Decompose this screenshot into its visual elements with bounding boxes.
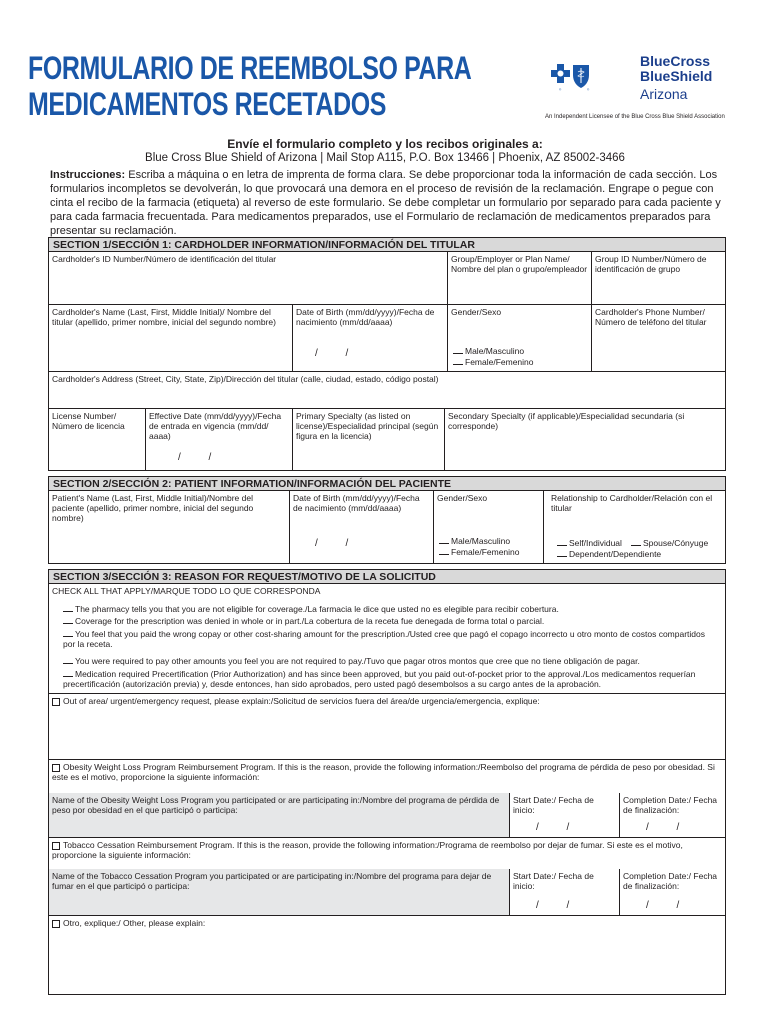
group-id-field[interactable] xyxy=(591,252,725,304)
out-of-area-label: Out of area/ urgent/emergency request, please explain:/Solicitud de servicios fuera del área/de urgencia/emergencia, explique: xyxy=(63,696,540,706)
tobacco-label: Tobacco Cessation Reimbursement Program. If this is the reason, provide the following information:/Programa de reembolso por dejar de fumar. Si este es el motivo, proporcione la siguiente información: xyxy=(52,840,683,860)
spouse-checkbox[interactable] xyxy=(631,545,641,546)
effective-slashes: / / xyxy=(178,452,212,463)
male-checkbox[interactable] xyxy=(453,353,463,354)
female-checkbox[interactable] xyxy=(453,364,463,365)
group-name-label: Group/Employer or Plan Name/ Nombre del plan o grupo/empleador xyxy=(451,254,588,274)
reason-3-label: You feel that you paid the wrong copay or other cost-sharing amount for the prescription./Usted cree que pagó el copago incorrecto u otro monto de costos compartidos por la receta. xyxy=(63,629,705,649)
tobacco-start-slashes: / / xyxy=(536,900,570,911)
group-id-label: Group ID Number/Número de identificación de grupo xyxy=(595,254,707,274)
obesity-start-slashes: / / xyxy=(536,822,570,833)
logo-line1: BlueCross xyxy=(640,53,711,69)
section-1-heading: SECTION 1/SECCIÓN 1: CARDHOLDER INFORMATION/INFORMACIÓN DEL TITULAR xyxy=(49,238,725,252)
obesity-start-label: Start Date:/ Fecha de inicio: xyxy=(513,795,594,815)
cardholder-address-label: Cardholder's Address (Street, City, State, Zip)/Dirección del titular (calle, ciudad, estado, código postal) xyxy=(52,374,439,384)
relationship-dependent-option[interactable] xyxy=(557,549,661,559)
licensee-text: An Independent Licensee of the Blue Cross Blue Shield Association xyxy=(545,114,725,120)
patient-female-checkbox[interactable] xyxy=(439,554,449,555)
obesity-start-date-field[interactable] xyxy=(509,793,619,837)
obesity-checkbox[interactable] xyxy=(52,764,60,772)
patient-gender-label: Gender/Sexo xyxy=(437,493,488,503)
reason-other-amounts[interactable] xyxy=(63,656,713,666)
secondary-specialty-label: Secondary Specialty (if applicable)/Especialidad secundaria (si corresponde) xyxy=(448,411,685,431)
section-2-heading: SECTION 2/SECCIÓN 2: PATIENT INFORMATION/INFORMACIÓN DEL PACIENTE xyxy=(49,477,725,491)
obesity-name-field[interactable] xyxy=(49,793,509,837)
relationship-label: Relationship to Cardholder/Relación con el titular xyxy=(551,493,713,513)
spouse-label: Spouse/Cónyuge xyxy=(643,538,709,548)
reason-5-checkbox[interactable] xyxy=(63,676,73,677)
cardholder-address-field[interactable] xyxy=(49,371,725,408)
reason-wrong-copay[interactable] xyxy=(63,629,713,649)
section-3-heading: SECTION 3/SECCIÓN 3: REASON FOR REQUEST/MOTIVO DE LA SOLICITUD xyxy=(49,570,725,584)
dependent-label: Dependent/Dependiente xyxy=(569,549,662,559)
cardholder-dob-label: Date of Birth (mm/dd/yyyy)/Fecha de nacimiento (mm/dd/aaaa) xyxy=(296,307,435,327)
cardholder-id-label: Cardholder's ID Number/Número de identificación del titular xyxy=(52,254,277,264)
obesity-name-label: Name of the Obesity Weight Loss Program you participated or are participating in:/Nombre del programa de pérdida de peso por obesidad en el que participó o participa: xyxy=(52,795,500,815)
tobacco-completion-date-field[interactable] xyxy=(619,869,725,915)
reason-4-label: You were required to pay other amounts you feel you are not required to pay./Tuvo que pagar otros montos que cree que no tiene obligación de pagar. xyxy=(75,656,640,666)
section-2 xyxy=(48,476,726,564)
reason-1-checkbox[interactable] xyxy=(63,611,73,612)
patient-dob-slashes: / / xyxy=(315,538,349,549)
patient-dob-field[interactable] xyxy=(289,491,433,563)
tobacco-completion-slashes: / / xyxy=(646,900,680,911)
obesity-completion-slashes: / / xyxy=(646,822,680,833)
male-label: Male/Masculino xyxy=(465,346,525,356)
tobacco-start-date-field[interactable] xyxy=(509,869,619,915)
other-checkbox[interactable] xyxy=(52,920,60,928)
out-of-area-field[interactable] xyxy=(49,693,725,759)
tobacco-program-field xyxy=(49,837,725,869)
dob-slashes: / / xyxy=(315,348,349,359)
relationship-self-option[interactable] xyxy=(557,538,622,548)
self-checkbox[interactable] xyxy=(557,545,567,546)
other-explain-field[interactable] xyxy=(49,915,725,994)
cardholder-phone-label: Cardholder's Phone Number/ Número de teléfono del titular xyxy=(595,307,707,327)
reason-not-eligible[interactable] xyxy=(63,604,713,614)
cardholder-dob-field[interactable] xyxy=(292,304,447,371)
obesity-label: Obesity Weight Loss Program Reimbursement Program. If this is the reason, provide the following information:/Reembolso del programa de pérdida de peso por obesidad. Si este es el motivo, proporcione la siguiente información: xyxy=(52,762,715,782)
cardholder-male-option[interactable] xyxy=(453,346,524,356)
license-number-field[interactable] xyxy=(49,408,145,470)
patient-name-label: Patient's Name (Last, First, Middle Initial)/Nombre del paciente (apellido, primer nombre, inicial del segundo nombre) xyxy=(52,493,254,523)
patient-male-option[interactable] xyxy=(439,536,510,546)
tobacco-checkbox[interactable] xyxy=(52,842,60,850)
female-label: Female/Femenino xyxy=(465,357,534,367)
obesity-completion-label: Completion Date:/ Fecha de finalización: xyxy=(623,795,718,815)
logo-wordmark xyxy=(640,54,712,84)
tobacco-start-label: Start Date:/ Fecha de inicio: xyxy=(513,871,594,891)
obesity-completion-date-field[interactable] xyxy=(619,793,725,837)
logo-line2: BlueShield xyxy=(640,68,713,84)
instructions-text: Escriba a máquina o en letra de imprenta de forma clara. Se debe proporcionar toda la información de cada sección. Los formularios incompletos se devolverán, lo que provocará una demora en el proceso de revisión de la reclamación. Engrape o pegue con cinta el recibo de la farmacia (etiqueta) al reverso de este formulario. Se debe completar un formulario por separado para cada paciente y para cada farmacia frecuentada. Para medicamentos preparados, use el Formulario de reclamación de medicamentos preparados para presentar su reclamación. xyxy=(50,169,721,237)
check-all-label: CHECK ALL THAT APPLY/MARQUE TODO LO QUE CORRESPONDA xyxy=(52,586,321,596)
cardholder-phone-field[interactable] xyxy=(591,304,725,371)
out-of-area-checkbox[interactable] xyxy=(52,698,60,706)
patient-male-label: Male/Masculino xyxy=(451,536,511,546)
reason-3-checkbox[interactable] xyxy=(63,636,73,637)
reason-4-checkbox[interactable] xyxy=(63,663,73,664)
form-title xyxy=(28,50,472,122)
mailing-address: Blue Cross Blue Shield of Arizona | Mail Stop A115, P.O. Box 13466 | Phoenix, AZ 85002-3466 xyxy=(145,152,625,164)
section-1 xyxy=(48,237,726,471)
form-title-line2: MEDICAMENTOS RECETADOS xyxy=(28,86,386,122)
section-3 xyxy=(48,569,726,995)
primary-specialty-field[interactable] xyxy=(292,408,444,470)
secondary-specialty-field[interactable] xyxy=(444,408,725,470)
license-number-label: License Number/ Número de licencia xyxy=(52,411,125,431)
patient-male-checkbox[interactable] xyxy=(439,543,449,544)
patient-name-field[interactable] xyxy=(49,491,289,563)
tobacco-completion-label: Completion Date:/ Fecha de finalización: xyxy=(623,871,718,891)
tobacco-name-label: Name of the Tobacco Cessation Program you participated or are participating in:/Nombre del programa para dejar de fumar en el que participó o participa: xyxy=(52,871,492,891)
effective-date-field[interactable] xyxy=(145,408,292,470)
dependent-checkbox[interactable] xyxy=(557,556,567,557)
other-label: Otro, explique:/ Other, please explain: xyxy=(63,918,206,928)
bcbs-logo-icon xyxy=(545,53,635,103)
reason-precertification[interactable] xyxy=(63,669,713,689)
primary-specialty-label: Primary Specialty (as listed on license)/Especialidad principal (según figura en la licencia) xyxy=(296,411,439,441)
patient-female-option[interactable] xyxy=(439,547,520,557)
cardholder-gender-label: Gender/Sexo xyxy=(451,307,502,317)
effective-date-label: Effective Date (mm/dd/yyyy)/Fecha de entrada en vigencia (mm/dd/ aaaa) xyxy=(149,411,282,441)
obesity-program-field xyxy=(49,759,725,793)
cardholder-name-label: Cardholder's Name (Last, First, Middle Initial)/ Nombre del titular (apellido, primer nombre, inicial del segundo nombre) xyxy=(52,307,276,327)
send-heading: Envíe el formulario completo y los recibos originales a: xyxy=(227,137,543,151)
reason-5-label: Medication required Precertification (Prior Authorization) and has since been approved, but you paid out-of-pocket prior to the approval./Los medicamentos requerían precertificación (autorización previa) y, desde entonces, han sido aprobados, pero usted pagó desembolsos a su cargo antes de la aprobación. xyxy=(63,669,696,689)
self-label: Self/Individual xyxy=(569,538,622,548)
logo-line3: Arizona xyxy=(640,86,688,102)
reason-2-label: Coverage for the prescription was denied in whole or in part./La cobertura de la receta fue denegada de forma total o parcial. xyxy=(75,616,545,626)
group-name-field[interactable] xyxy=(447,252,591,304)
form-title-line1: FORMULARIO DE REEMBOLSO PARA xyxy=(28,50,472,86)
cardholder-name-field[interactable] xyxy=(49,304,292,371)
svg-text:®: ® xyxy=(559,87,562,92)
instructions-label: Instrucciones: xyxy=(50,169,126,181)
svg-text:®: ® xyxy=(587,87,590,92)
patient-female-label: Female/Femenino xyxy=(451,547,520,557)
relationship-spouse-option[interactable] xyxy=(631,538,708,548)
tobacco-name-field[interactable] xyxy=(49,869,509,915)
cardholder-id-field[interactable] xyxy=(49,252,447,304)
cardholder-female-option[interactable] xyxy=(453,357,534,367)
reason-coverage-denied[interactable] xyxy=(63,616,713,626)
reason-1-label: The pharmacy tells you that you are not eligible for coverage./La farmacia le dice que usted no es elegible para recibir cobertura. xyxy=(75,604,559,614)
reason-2-checkbox[interactable] xyxy=(63,623,73,624)
patient-dob-label: Date of Birth (mm/dd/yyyy)/Fecha de nacimiento (mm/dd/aaaa) xyxy=(293,493,420,513)
instructions xyxy=(50,168,730,238)
